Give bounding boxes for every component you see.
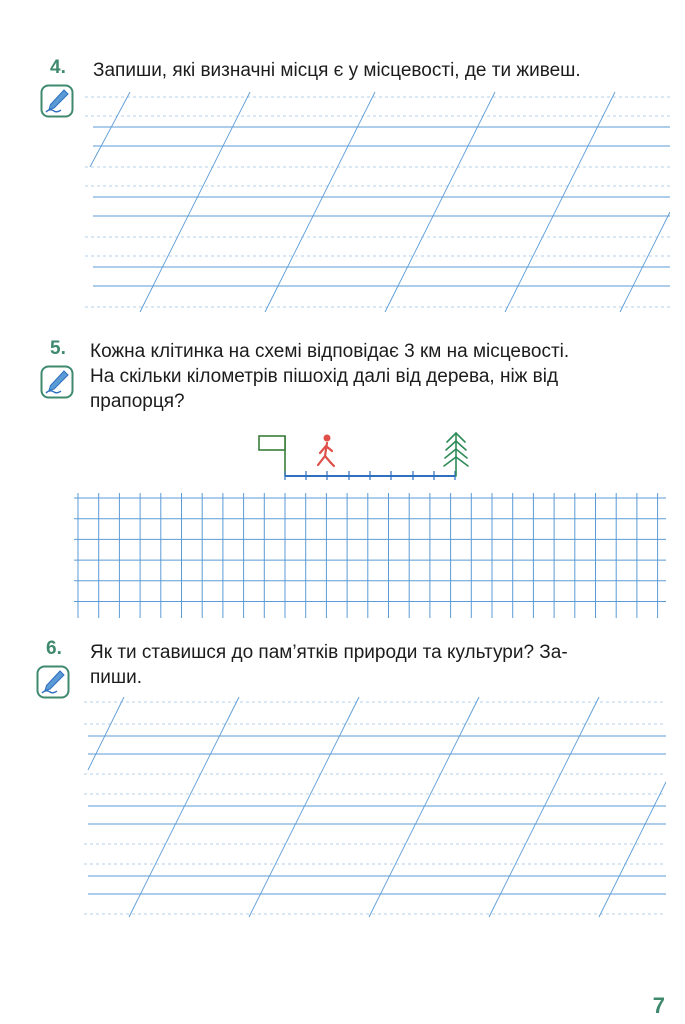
- task-text-line: Запиши, які визначні місця є у місцевості, де ти живеш.: [93, 60, 581, 81]
- pen-write-icon: [40, 84, 74, 118]
- task-number: 6.: [46, 638, 62, 659]
- answer-grid-area[interactable]: [74, 493, 666, 618]
- answer-lined-area[interactable]: [85, 92, 670, 317]
- task-number: 5.: [50, 338, 66, 359]
- task-text-line: Як ти ставишся до пам’ятків природи та культури? За-: [90, 642, 568, 663]
- task-text: [90, 339, 663, 414]
- walking-person-icon: [318, 435, 334, 467]
- task-text: [90, 640, 663, 690]
- pen-write-icon: [40, 365, 74, 399]
- distance-scheme: [250, 428, 480, 486]
- scale-line: [285, 471, 455, 480]
- tree-icon: [444, 433, 468, 476]
- task-text-line: На скільки кілометрів пішохід далі від дерева, ніж від: [90, 366, 559, 387]
- page-number: 7: [652, 993, 665, 1018]
- answer-lined-area[interactable]: [84, 692, 666, 924]
- flag-icon: [259, 436, 285, 476]
- pen-write-icon: [36, 665, 70, 699]
- task-text-line: Кожна клітинка на схемі відповідає 3 км на місцевості.: [90, 341, 570, 362]
- task-text-line: прапорця?: [90, 391, 185, 412]
- task-number: 4.: [50, 57, 66, 78]
- task-text: [93, 58, 673, 83]
- task-text-line: пиши.: [90, 667, 143, 688]
